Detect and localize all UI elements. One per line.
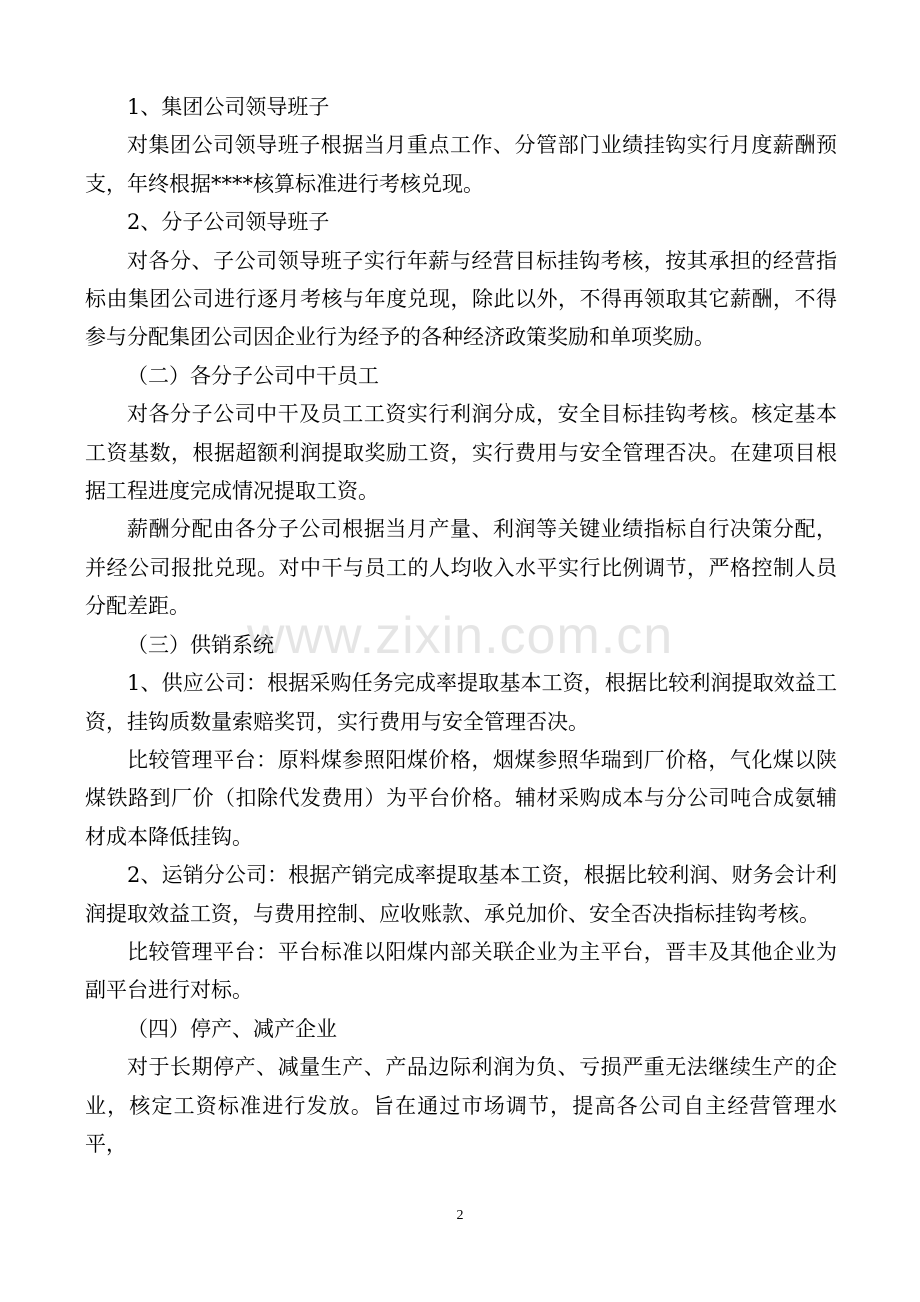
section-heading-leaders-subsidiary: 2、分子公司领导班子	[127, 210, 330, 235]
section-heading-stopped-production: （四）停产、减产企业	[127, 1016, 337, 1041]
watermark: www.zixin.com.cn	[246, 607, 674, 665]
paragraph-staff-wages: 对各分子公司中干及员工工资实行利润分成，安全目标挂钩考核。核定基本工资基数，根据超额利润提取奖励工资，实行费用与安全管理否决。在建项目根据工程进度完成情况提取工资。	[85, 402, 837, 504]
paragraph-subsidiary-leaders: 对各分、子公司领导班子实行年薪与经营目标挂钩考核，按其承担的经营指标由集团公司进行逐月考核与年度兑现，除此以外，不得再领取其它薪酬，不得参与分配集团公司因企业行为经予的各种经济政策奖励和单项奖励。	[85, 248, 837, 350]
paragraph-supply-platform: 比较管理平台：原料煤参照阳煤价格，烟煤参照华瑞到厂价格，气化煤以陕煤铁路到厂价（扣除代发费用）为平台价格。辅材采购成本与分公司吨合成氨辅材成本降低挂钩。	[85, 747, 837, 849]
paragraph-salary-distribution: 薪酬分配由各分子公司根据当月产量、利润等关键业绩指标自行决策分配，并经公司报批兑现。对中干与员工的人均收入水平实行比例调节，严格控制人员分配差距。	[85, 517, 837, 619]
paragraph-stopped-production: 对于长期停产、减量生产、产品边际利润为负、亏损严重无法继续生产的企业，核定工资标准进行发放。旨在通过市场调节，提高各公司自主经营管理水平，	[85, 1055, 837, 1156]
section-heading-supply-sales: （三）供销系统	[127, 632, 274, 657]
section-heading-mid-level-staff: （二）各分子公司中干员工	[127, 363, 379, 388]
section-heading-leaders-group: 1、集团公司领导班子	[127, 95, 330, 119]
page-number: 2	[456, 1208, 464, 1223]
paragraph-group-leaders: 对集团公司领导班子根据当月重点工作、分管部门业绩挂钩实行月度薪酬预支，年终根据****核算标准进行考核兑现。	[85, 133, 837, 196]
document-body	[85, 88, 837, 1163]
paragraph-transport-sales: 2、运销分公司：根据产销完成率提取基本工资，根据比较利润、财务会计利润提取效益工资，与费用控制、应收账款、承兑加价、安全否决指标挂钩考核。	[85, 863, 837, 926]
paragraph-transport-platform: 比较管理平台：平台标准以阳煤内部关联企业为主平台，晋丰及其他企业为副平台进行对标。	[85, 939, 837, 1003]
paragraph-supply-company: 1、供应公司：根据采购任务完成率提取基本工资，根据比较利润提取效益工资，挂钩质数量索赔奖罚，实行费用与安全管理否决。	[85, 671, 837, 734]
